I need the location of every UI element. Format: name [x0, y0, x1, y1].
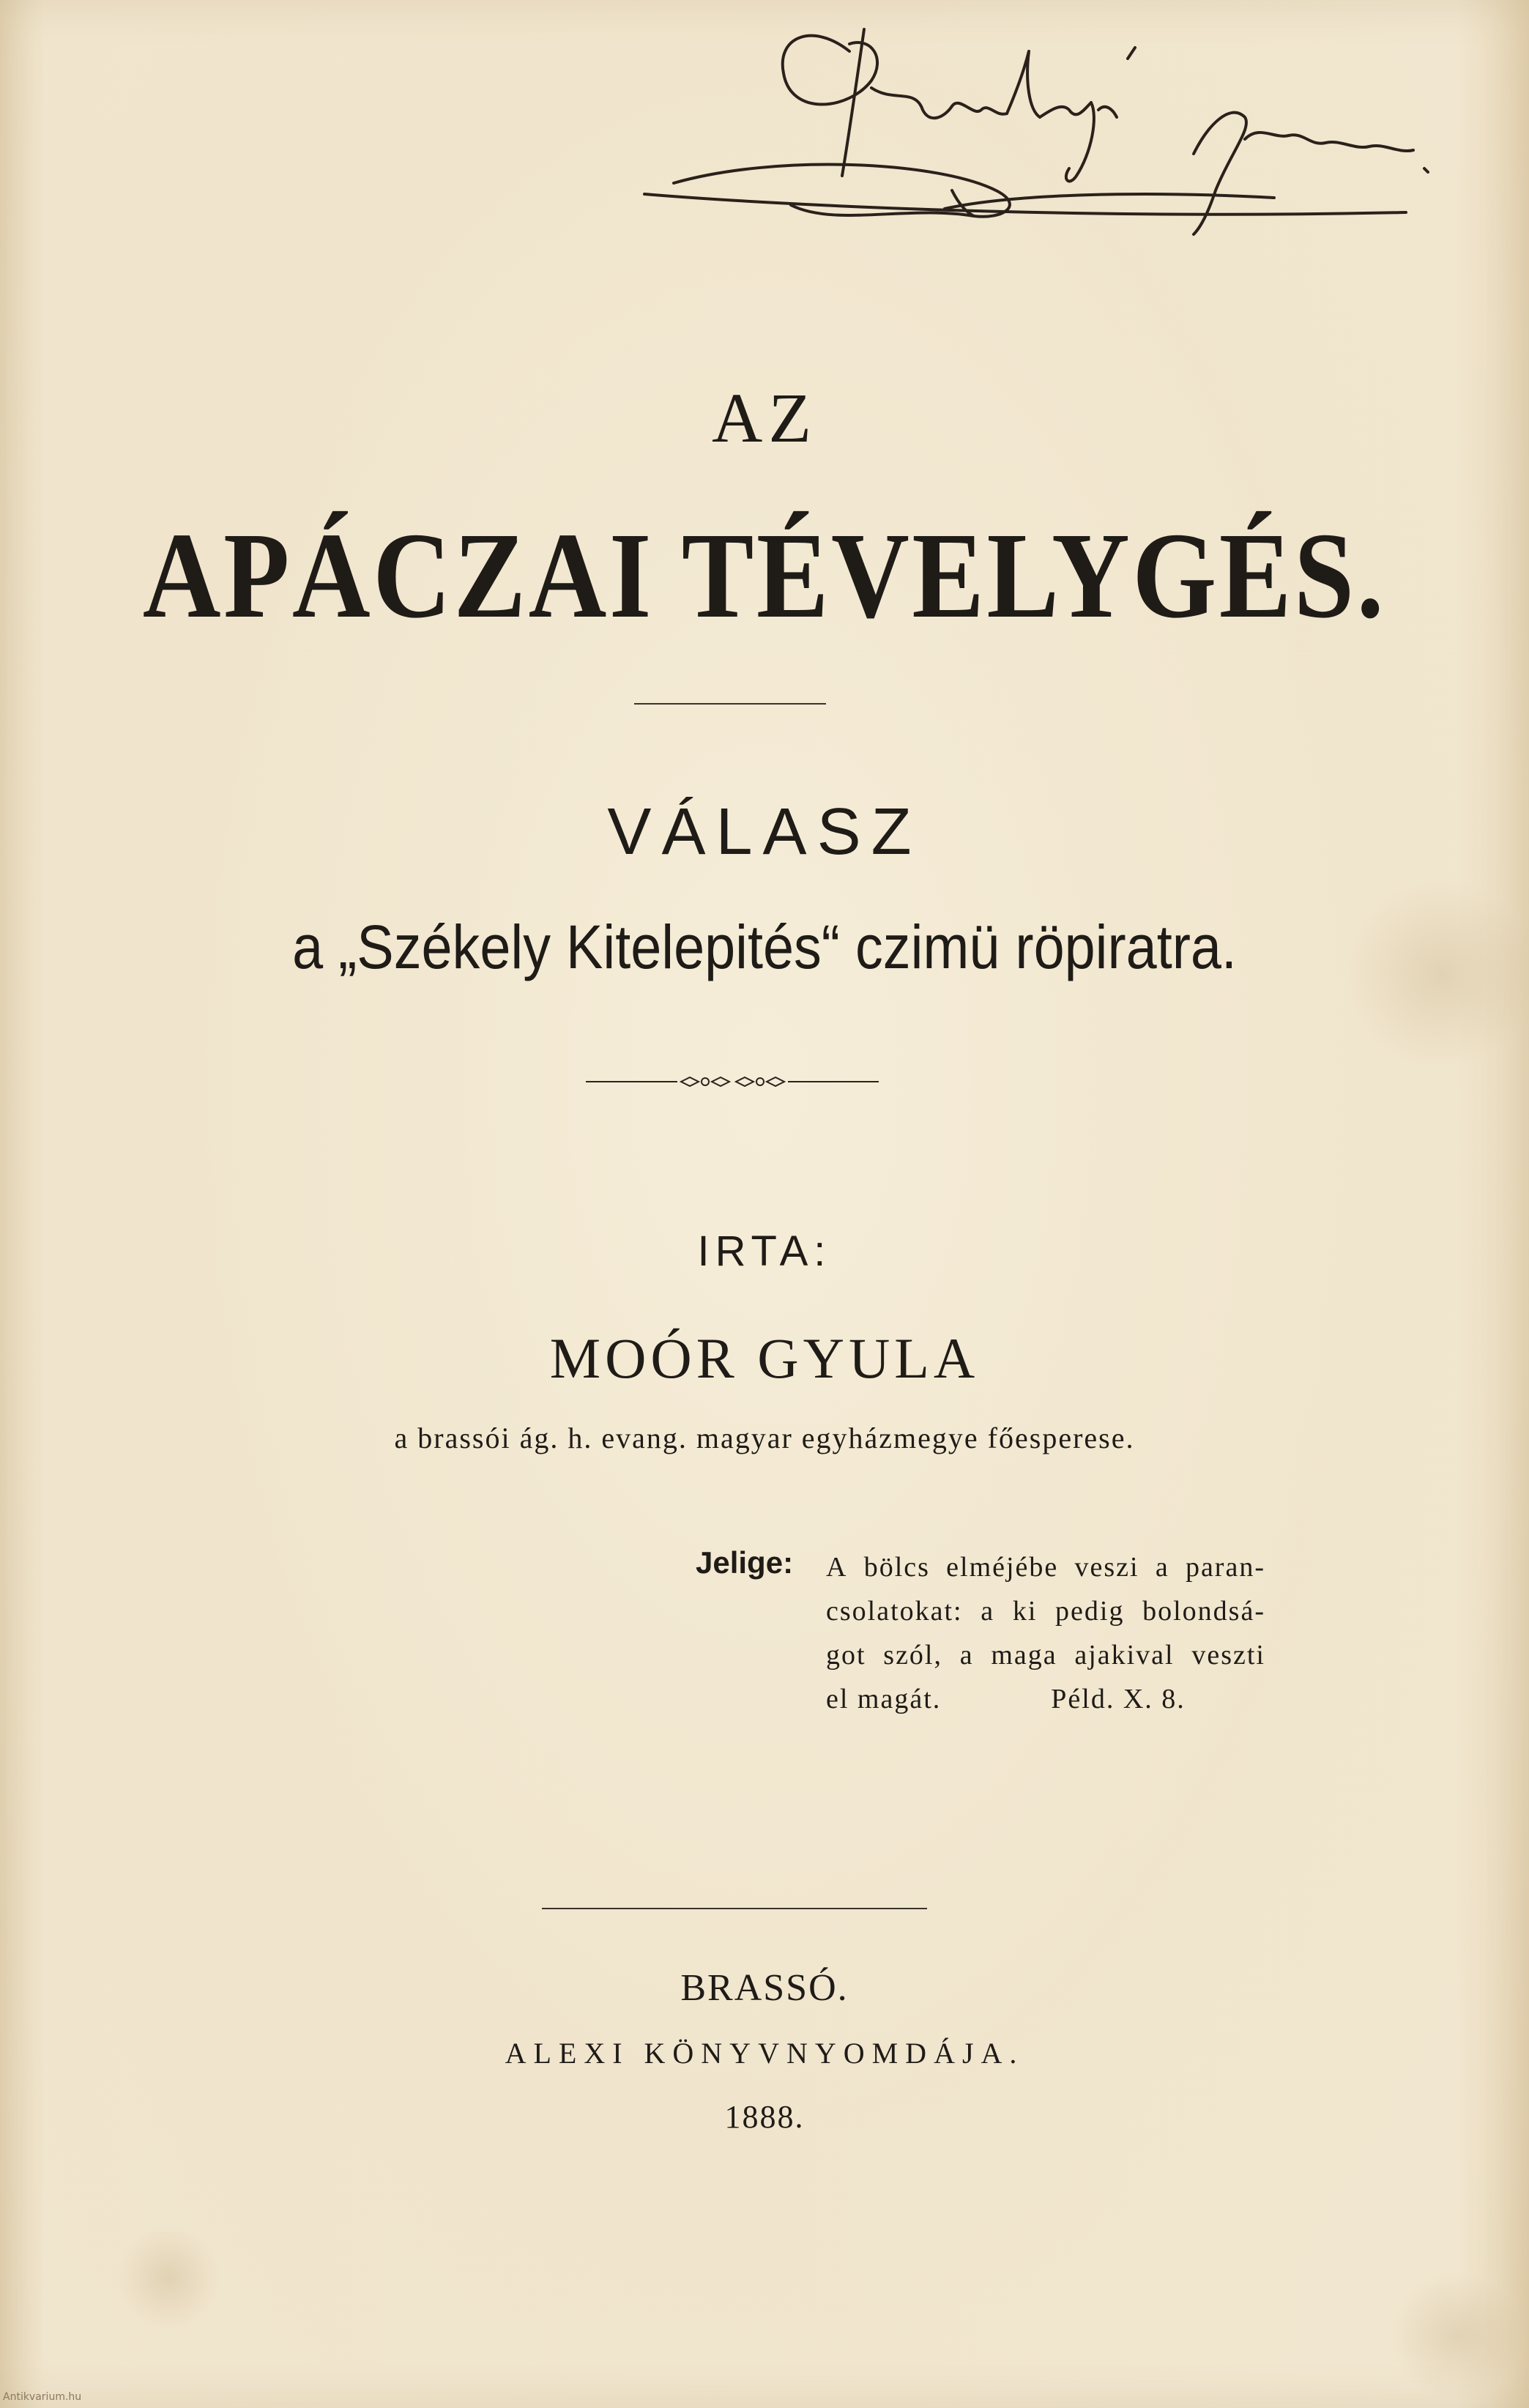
motto-word: szól, — [883, 1640, 942, 1671]
imprint-place: BRASSÓ. — [680, 1967, 849, 2009]
motto-word: a — [959, 1640, 974, 1671]
motto-word: ajakival — [1074, 1640, 1175, 1671]
paper-stain — [117, 2226, 220, 2329]
motto-line — [826, 1589, 1265, 1633]
motto-word: veszi — [1074, 1552, 1139, 1583]
motto-word: got — [826, 1640, 866, 1671]
motto-word: a — [981, 1596, 995, 1627]
motto-word: bölcs — [863, 1552, 930, 1583]
motto-line — [826, 1545, 1265, 1589]
motto-word: a — [1155, 1552, 1169, 1583]
motto-word: A — [826, 1552, 848, 1583]
author-name: MOÓR GYULA — [549, 1326, 980, 1390]
watermark: Antikvarium.hu — [3, 2391, 82, 2403]
divider-rule — [634, 703, 826, 705]
author-role: a brassói ág. h. evang. magyar egyházmegye főesperese. — [394, 1422, 1135, 1454]
motto-reference: Péld. X. 8. — [1051, 1684, 1186, 1714]
motto-line — [826, 1633, 1265, 1677]
motto-word: paran- — [1185, 1552, 1265, 1583]
motto-label: Jelige: — [696, 1545, 794, 1580]
motto-word: csolatokat: — [826, 1596, 963, 1627]
motto-word: pedig — [1055, 1596, 1125, 1627]
motto-line — [826, 1677, 1265, 1721]
ornament-divider — [586, 1063, 879, 1100]
handwritten-signature — [630, 7, 1443, 249]
divider-rule — [542, 1908, 927, 1909]
motto-word: veszti — [1191, 1640, 1265, 1671]
motto-word: elméjébe — [946, 1552, 1059, 1583]
motto-word: maga — [991, 1640, 1057, 1671]
imprint-printer: ALEXI KÖNYVNYOMDÁJA. — [505, 2037, 1024, 2070]
motto-word: bolondsá- — [1142, 1596, 1265, 1627]
paper-stain — [1391, 2270, 1523, 2402]
motto-text — [826, 1545, 1265, 1721]
motto-word: ki — [1012, 1596, 1038, 1627]
subtitle-heading: VÁLASZ — [607, 795, 922, 869]
subtitle-line: a „Székely Kitelepités“ czimü röpiratra. — [292, 913, 1237, 981]
title-line-1: AZ — [712, 379, 817, 457]
motto-last-line: el magát. — [826, 1684, 942, 1714]
imprint-year: 1888. — [724, 2099, 805, 2135]
main-title: APÁCZAI TÉVELYGÉS. — [142, 508, 1387, 644]
written-by-label: IRTA: — [697, 1227, 832, 1275]
